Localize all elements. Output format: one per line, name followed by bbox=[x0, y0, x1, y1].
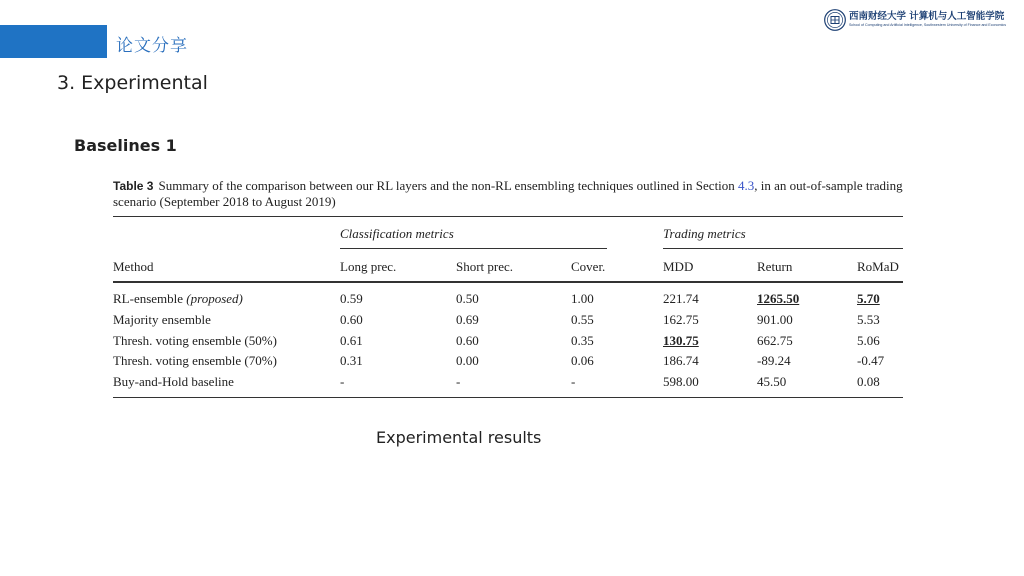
table-cell: 901.00 bbox=[757, 312, 793, 327]
table-cell: -0.47 bbox=[857, 353, 885, 368]
method-name: Majority ensemble bbox=[113, 312, 211, 327]
table-cell: 0.08 bbox=[857, 374, 880, 389]
logo-name-en: School of Computing and Artificial Intelligence, Southwestern University of Finance and Economics bbox=[849, 23, 1007, 28]
caption-text-end: , in an out-of-sample trading scenario (September 2018 to August 2019) bbox=[113, 178, 903, 209]
logo-name-cn: 西南财经大学 计算机与人工智能学院 bbox=[849, 10, 1005, 22]
table-cell: 0.60 bbox=[340, 312, 363, 327]
column-header: Short prec. bbox=[456, 259, 514, 274]
column-header: Method bbox=[113, 259, 154, 274]
university-logo bbox=[824, 7, 1014, 33]
table-cell: 0.60 bbox=[456, 333, 479, 348]
section-reference-link[interactable]: 4.3 bbox=[738, 178, 755, 193]
table-cell: - bbox=[340, 374, 345, 389]
table-cell: 0.59 bbox=[340, 291, 363, 306]
table-row bbox=[113, 353, 277, 368]
table-cell: 0.31 bbox=[340, 353, 363, 368]
table-cell-best: 1265.50 bbox=[757, 291, 800, 306]
method-name: Thresh. voting ensemble (70%) bbox=[113, 353, 277, 368]
table-cell: 5.53 bbox=[857, 312, 880, 327]
column-header: Cover. bbox=[571, 259, 606, 274]
table-cell: 221.74 bbox=[663, 291, 699, 306]
table-cell: - bbox=[571, 374, 576, 389]
table-cell-best: 130.75 bbox=[663, 333, 699, 348]
table-cell: 0.61 bbox=[340, 333, 363, 348]
table-cell: 162.75 bbox=[663, 312, 699, 327]
table-cell: 0.35 bbox=[571, 333, 594, 348]
table-header-rule bbox=[113, 281, 903, 283]
group-rule-trading bbox=[663, 248, 903, 249]
column-header: Return bbox=[757, 259, 793, 274]
group-header-trading: Trading metrics bbox=[663, 226, 746, 241]
method-name: Buy-and-Hold baseline bbox=[113, 374, 234, 389]
column-header: Long prec. bbox=[340, 259, 397, 274]
column-header: MDD bbox=[663, 259, 694, 274]
table-cell: 5.06 bbox=[857, 333, 880, 348]
table-top-rule bbox=[113, 216, 903, 217]
table-row bbox=[113, 333, 277, 348]
table-cell: -89.24 bbox=[757, 353, 791, 368]
table-cell: 0.69 bbox=[456, 312, 479, 327]
university-seal-icon bbox=[824, 9, 846, 31]
table-bottom-rule bbox=[113, 397, 903, 398]
group-rule-classification bbox=[340, 248, 607, 249]
caption-text: Summary of the comparison between our RL layers and the non-RL ensembling techniques outlined in Section bbox=[158, 178, 735, 193]
method-name: RL-ensemble bbox=[113, 291, 184, 306]
subheading: Baselines 1 bbox=[74, 136, 177, 155]
header-accent-bar bbox=[0, 25, 107, 58]
table-row bbox=[113, 374, 234, 389]
figure-caption: Experimental results bbox=[376, 428, 542, 447]
table-cell-best: 5.70 bbox=[857, 291, 880, 306]
table-caption bbox=[113, 178, 903, 210]
table-row bbox=[113, 291, 243, 306]
results-table bbox=[113, 178, 903, 389]
table-label: Table 3 bbox=[113, 179, 154, 193]
method-note: (proposed) bbox=[186, 291, 243, 306]
table-cell: 0.06 bbox=[571, 353, 594, 368]
table-cell: 0.55 bbox=[571, 312, 594, 327]
table-cell: 1.00 bbox=[571, 291, 594, 306]
method-name: Thresh. voting ensemble (50%) bbox=[113, 333, 277, 348]
page-title: 3. Experimental bbox=[57, 72, 208, 94]
section-tag: 论文分享 bbox=[116, 36, 188, 56]
table-cell: 662.75 bbox=[757, 333, 793, 348]
table-cell: 598.00 bbox=[663, 374, 699, 389]
table-cell: 186.74 bbox=[663, 353, 699, 368]
table-cell: 0.00 bbox=[456, 353, 479, 368]
group-header-classification: Classification metrics bbox=[340, 226, 454, 241]
table-row bbox=[113, 312, 211, 327]
column-header: RoMaD bbox=[857, 259, 899, 274]
table-cell: 0.50 bbox=[456, 291, 479, 306]
table-cell: - bbox=[456, 374, 461, 389]
table-cell: 45.50 bbox=[757, 374, 787, 389]
